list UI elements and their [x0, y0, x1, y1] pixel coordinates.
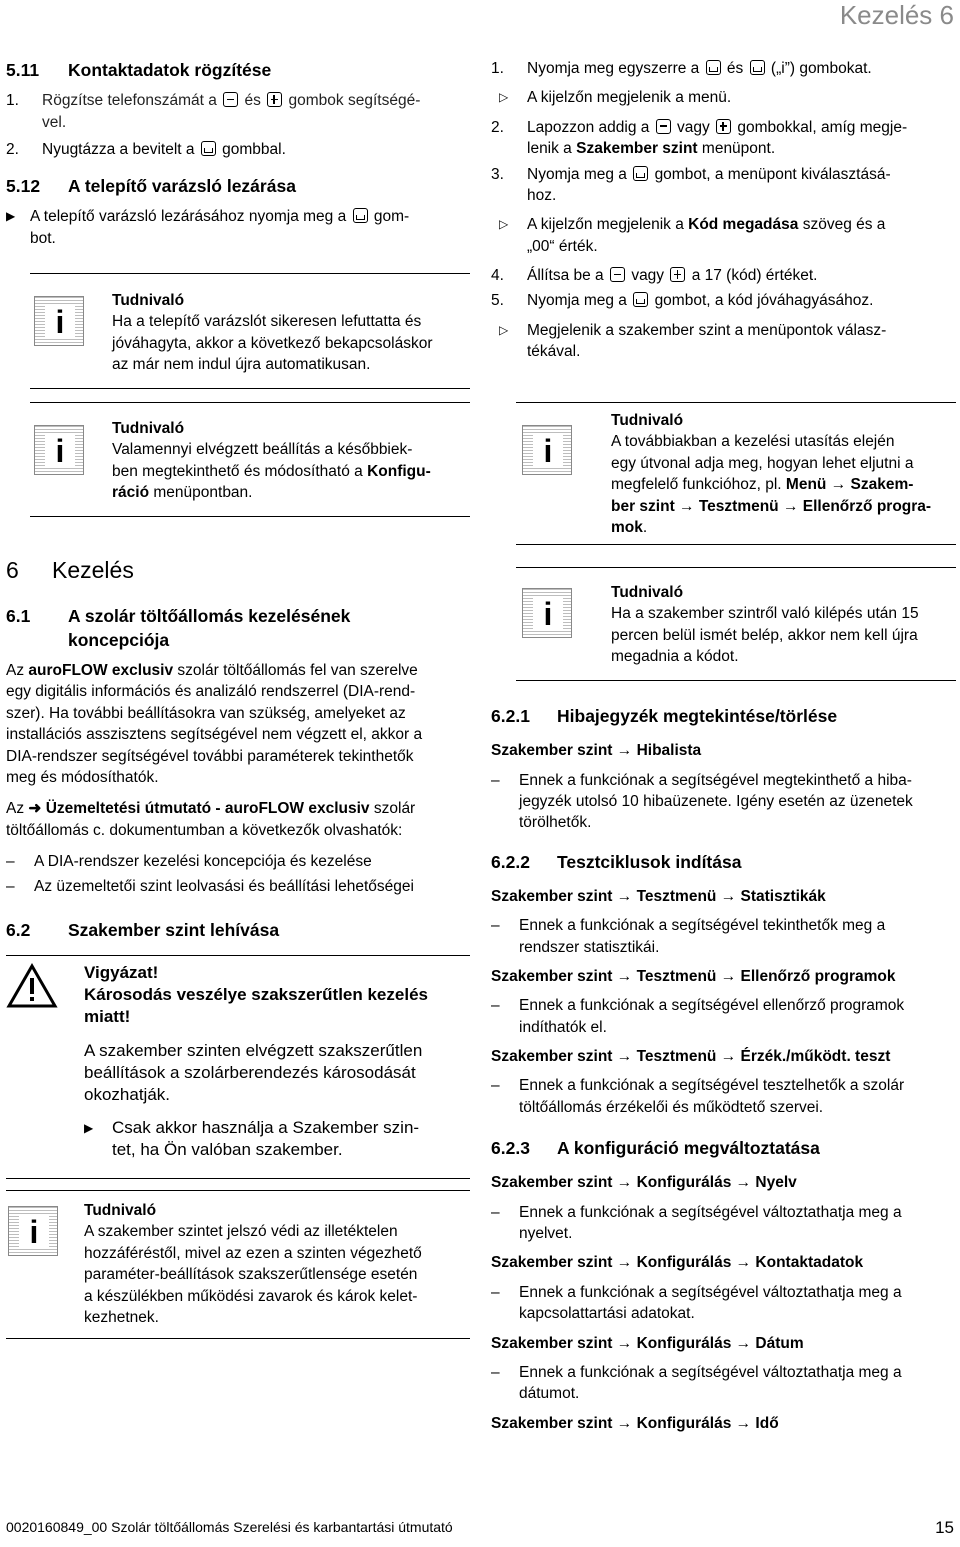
chapter-6-heading: 6 Kezelés — [6, 557, 134, 583]
list-item: – Ennek a funkciónak a segítségével változtathatja meg a nyelvet. — [491, 1203, 902, 1243]
divider — [6, 1178, 470, 1179]
section-6-2-1-heading: 6.2.1 Hibajegyzék megtekintése/törlése — [491, 706, 838, 726]
info-icon: i — [522, 588, 572, 638]
result: ▷ A kijelzőn megjelenik a menü. — [499, 89, 732, 107]
section-5-11-heading: 5.11 Kontaktadatok rögzítése — [6, 60, 272, 80]
list-item: – Az üzemeltetői szint leolvasási és beállítási lehetőségei — [6, 878, 414, 896]
section-6-1-body: Az auroFLOW exclusiv szolár töltőállomás fel van szerelve egy digitális információs és analizáló rendszerrel (DIA-rend- szer). Ha további beállításokra van szükség, amelyeket az installációs asszisztens segítségével nem végzett el, akkor a DIA-rendszer segítségével további paraméterek tekinthetők meg és módosíthatók. Az ➜ Üzemeltetési útmutató - auroFLOW exclusiv szolár töltőállomás c. dokumentumban a következők olvashatók: – A DIA-rendszer kezelési koncepciója és kezelése – Az üzemeltetői szint leolvasási és beállítási lehetőségei — [6, 660, 476, 898]
section-6-1-heading: 6.1 A szolár töltőállomás kezelésének koncepciója — [6, 606, 351, 651]
menu-path: Szakember szint → Tesztmenü → Érzék./működt. teszt — [491, 1048, 891, 1066]
section-6-2-3-heading: 6.2.3 A konfiguráció megváltoztatása — [491, 1138, 820, 1159]
note-password: Tudnivaló A szakember szintet jelszó védi az illetéktelen hozzáféréstől, mivel az ezen a szinten végezhető paraméter-beállítások szakszerűtlensége esetén a készülékben működési zavarok és károk kelet- kezhetnek. — [84, 1202, 422, 1326]
list-item: – Ennek a funkciónak a segítségével ellenőrző programok indíthatók el. — [491, 997, 905, 1036]
divider — [30, 402, 470, 403]
plus-button-icon — [267, 92, 282, 107]
divider — [6, 1338, 470, 1339]
running-header: Kezelés 6 — [839, 0, 954, 30]
result: ▷ Megjelenik a szakember szint a menüpontok válasz- tékával. — [499, 321, 887, 361]
divider — [30, 388, 470, 389]
divider — [6, 955, 470, 956]
info-icon: i — [34, 296, 84, 346]
plus-button-icon — [716, 119, 731, 134]
ok-button-icon — [201, 141, 216, 156]
section-6-2-x — [491, 704, 956, 1434]
step-1: 1. Nyomja meg egyszerre a és („i”) gombokat. — [491, 60, 872, 77]
divider — [30, 516, 470, 517]
divider — [516, 544, 956, 545]
minus-button-icon — [223, 92, 238, 107]
step-3: 3. Nyomja meg a gombot, a menüpont kiválasztásá- hoz. — [491, 165, 891, 204]
ok-button-icon — [633, 292, 648, 307]
divider — [516, 680, 956, 681]
divider — [516, 567, 956, 568]
step-2: 2. Nyugtázza a bevitelt a gombbal. — [6, 140, 286, 158]
ok-button-icon — [750, 60, 765, 75]
menu-path: Szakember szint → Konfigurálás → Nyelv — [491, 1174, 797, 1192]
menu-path: Szakember szint → Hibalista — [491, 742, 702, 760]
step-4: 4. Állítsa be a vagy a 17 (kód) értéket. — [491, 267, 818, 284]
ok-button-icon — [706, 60, 721, 75]
right-column — [491, 58, 956, 363]
divider — [30, 273, 470, 274]
warning-triangle-icon — [6, 962, 58, 1010]
menu-path: Szakember szint → Konfigurálás → Kontaktadatok — [491, 1254, 864, 1272]
note-wizard: Tudnivaló Ha a telepítő varázslót sikeresen lefuttatta és jóváhagyta, akkor a következő bekapcsoláskor az már nem indul újra automatikusan. — [112, 292, 433, 374]
divider — [516, 402, 956, 403]
step-5: 5. Nyomja meg a gombot, a kód jóváhagyásához. — [491, 292, 874, 310]
plus-button-icon — [670, 267, 685, 282]
list-item: – A DIA-rendszer kezelési koncepciója és kezelése — [6, 853, 372, 870]
bullet-close-wizard: ▶ A telepítő varázsló lezárásához nyomja meg a gom- bot. — [6, 208, 410, 247]
step-2: 2. Lapozzon addig a vagy gombokkal, amíg megje- lenik a Szakember szint menüpont. — [491, 118, 908, 158]
ok-button-icon — [353, 208, 368, 223]
page-number: 15 — [935, 1517, 954, 1537]
menu-path: Szakember szint → Konfigurálás → Dátum — [491, 1334, 804, 1352]
section-6-2-heading: 6.2 Szakember szint lehívása — [6, 920, 280, 940]
menu-path: Szakember szint → Tesztmenü → Ellenőrző programok — [491, 967, 896, 985]
list-item: – Ennek a funkciónak a segítségével tesztelhetők a szolár töltőállomás érzékelői és működtető szervei. — [491, 1077, 905, 1116]
left-column — [6, 58, 476, 249]
note-timeout: Tudnivaló Ha a szakember szintről való kilépés után 15 percen belül ismét belép, akkor nem kell újra megadnia a kódot. — [611, 584, 919, 666]
list-item: – Ennek a funkciónak a segítségével megtekinthető a hiba- jegyzék utolsó 10 hibaüzenete. Igény esetén az üzenetek törölhetők. — [491, 771, 913, 832]
section-6-2-2-heading: 6.2.2 Tesztciklusok indítása — [491, 851, 742, 872]
minus-button-icon — [656, 119, 671, 134]
warning-block: Vigyázat! Károsodás veszélye szakszerűtlen kezelés miatt! A szakember szinten elvégzett szakszerűtlen beállítások a szolárberendezés károsodását okozhatják. ▶ Csak akkor használja a Szakember szin- tet, ha Ön valóban szakember. — [84, 963, 428, 1159]
ok-button-icon — [633, 166, 648, 181]
menu-path: Szakember szint → Konfigurálás → Idő — [491, 1414, 779, 1432]
note-settings: Tudnivaló Valamennyi elvégzett beállítás a későbbiek- ben megtekinthető és módosítható a Konfigu- ráció menüpontban. — [112, 420, 431, 502]
list-item: – Ennek a funkciónak a segítségével változtathatja meg a kapcsolattartási adatokat. — [491, 1283, 902, 1323]
info-icon: i — [8, 1206, 58, 1256]
section-5-12-heading: 5.12 A telepítő varázsló lezárása — [6, 176, 296, 197]
result: ▷ A kijelzőn megjelenik a Kód megadása szöveg és a „00“ érték. — [499, 216, 886, 255]
list-item: – Ennek a funkciónak a segítségével változtathatja meg a dátumot. — [491, 1363, 902, 1403]
info-icon: i — [522, 425, 572, 475]
menu-path: Szakember szint → Tesztmenü → Statisztikák — [491, 887, 826, 905]
minus-button-icon — [610, 267, 625, 282]
divider — [6, 1190, 470, 1191]
info-icon: i — [34, 425, 84, 475]
footer-text: 0020160849_00 Szolár töltőállomás Szerelési és karbantartási útmutató — [6, 1518, 453, 1535]
step-1: 1. Rögzítse telefonszámát a és gombok segítségé- vel. — [6, 92, 421, 131]
note-path: Tudnivaló A továbbiakban a kezelési utasítás elején egy útvonal adja meg, hogyan lehet eljutni a megfelelő funkcióhoz, pl. Menü → Szakem- ber szint → Tesztmenü → Ellenőrző progra- mok. — [611, 412, 932, 536]
list-item: – Ennek a funkciónak a segítségével tekinthetők meg a rendszer statisztikái. — [491, 917, 886, 956]
